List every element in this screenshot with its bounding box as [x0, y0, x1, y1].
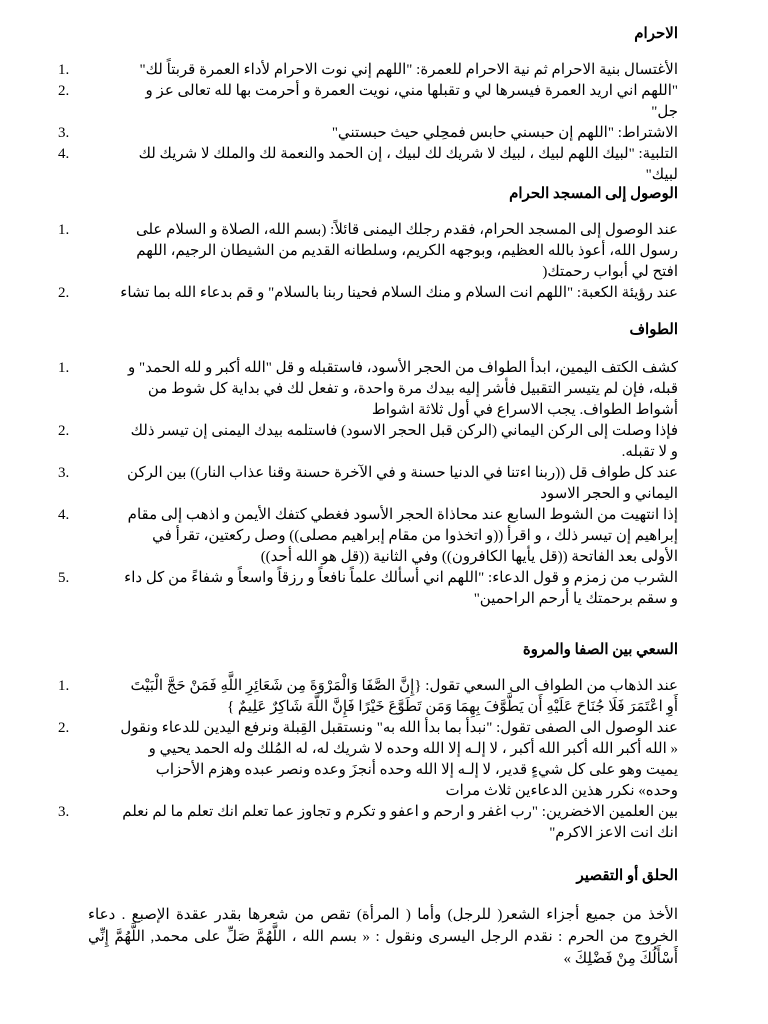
list-text: عند الوصول إلى المسجد الحرام، فقدم رجلك اليمنى قائلاً: (بسم الله، الصلاة و السلام على رسول الله، أعوذ بالله العظيم، وبوجهه الكريم، وسلطانه القديم من الشيطان الرجيم، اللهم افتح لي أبواب رحمتك( [135, 222, 678, 280]
section-heading-arrival: الوصول إلى المسجد الحرام [509, 186, 678, 202]
list-text: "اللهم اني اريد العمرة فيسرها لي و تقبلها مني، نويت العمرة و أحرمت بها لله تعالى عز و جل" [145, 83, 678, 120]
list-number: 5. [58, 570, 70, 586]
arrival-list [40, 220, 678, 304]
list-item [40, 676, 678, 718]
section-heading-tawaf: الطواف [629, 322, 678, 338]
list-text: فإذا وصلت إلى الركن اليماني (الركن قبل الحجر الاسود) فاستلمه بيدك اليمنى إن تيسر ذلك و لا تقبله. [130, 423, 678, 460]
list-number: 3. [58, 465, 70, 481]
section-heading-sai: السعي بين الصفا والمروة [522, 642, 678, 658]
list-number: 1. [58, 62, 70, 78]
list-item [40, 81, 678, 123]
list-text: كشف الكتف اليمين، ابدأ الطواف من الحجر الأسود، فاستقبله و قل "الله أكبر و لله الحمد" و قبله، فإن لم يتيسر التقبيل فأشر إليه بيدك مرة واحدة، و تفعل لك في بداية كل شوط من أشواط الطواف. يجب الاسراع في أول ثلاثة اشواط [128, 360, 678, 418]
list-text: الاشتراط: "اللهم إن حبسني حابس فمحِلي حيث حبستني" [331, 125, 678, 141]
list-item [40, 220, 678, 283]
list-number: 1. [58, 360, 70, 376]
list-item [40, 144, 678, 186]
halq-paragraph: الأخذ من جميع أجزاء الشعر( للرجل) وأما ( المرأة) تقص من شعرها بقدر عقدة الإصبع . دعاء الخروج من الحرم : نقدم الرجل اليسرى ونقول : « بسم الله ، اللَّهُمَّ صَلِّ على محمد, اللَّهُمَّ إِنِّي أَسْأَلُكَ مِنْ فَضْلِكَ » [88, 907, 678, 967]
list-item [40, 283, 678, 304]
list-item [40, 505, 678, 568]
list-number: 2. [58, 285, 70, 301]
list-text: عند الوصول الى الصفى تقول: "نبدأ بما بدأ الله به" ونستقبل القِبلة ونرفع اليدين للدعاء ونقول « الله أكبر الله أكبر الله أكبر ، لا إلـه إلا الله وحده لا شريك له، له المُلك وله الحمد يحيي و يميت وهو على كل شيءٍ قدير، لا إلـه إلا الله وحده أنجزَ وعده ونصر عبده وهزم الأحزاب وحده» نكرر هذين الدعاءين ثلاث مرات [120, 720, 678, 799]
list-text: الشرب من زمزم و قول الدعاء: "اللهم اني أسألك علماً نافعاً و رزقاً واسعاً و شفاءً من كل داء و سقم برحمتك يا أرحم الراحمين" [124, 570, 678, 607]
list-item [40, 123, 678, 144]
list-number: 4. [58, 146, 70, 162]
list-number: 3. [58, 125, 70, 141]
list-number: 2. [58, 83, 70, 99]
list-item [40, 568, 678, 610]
list-item [40, 60, 678, 81]
list-number: 4. [58, 507, 70, 523]
list-text: عند رؤيئة الكعبة: "اللهم انت السلام و منك السلام فحينا ربنا بالسلام" و قم بدعاء الله بما تشاء [120, 285, 678, 301]
list-item [40, 802, 678, 844]
list-number: 3. [58, 804, 70, 820]
section-heading-halq: الحلق أو التقصير [576, 868, 678, 884]
list-text: عند كل طواف قل ((ربنا اءتنا في الدنيا حسنة و في الآخرة حسنة وقنا عذاب النار)) بين الركن اليماني و الحجر الاسود [127, 465, 678, 502]
list-item [40, 463, 678, 505]
sai-list [40, 676, 678, 844]
section-heading-ihram: الاحرام [634, 26, 678, 42]
list-item [40, 358, 678, 421]
list-text: التلبية: "لبيك اللهم لبيك ، لبيك لا شريك لك لبيك ، إن الحمد والنعمة لك والملك لا شريك لك لبيك" [138, 146, 678, 183]
list-number: 1. [58, 678, 70, 694]
list-text: عند الذهاب من الطواف الى السعي تقول: {إِنَّ الصَّفَا وَالْمَرْوَةَ مِن شَعَائِرِ اللَّهِ فَمَنْ حَجَّ الْبَيْتَ أَوِ اعْتَمَرَ فَلَا جُنَاحَ عَلَيْهِ أَن يَطَّوَّفَ بِهِمَا وَمَن تَطَوَّعَ خَيْرًا فَإِنَّ اللَّهَ شَاكِرٌ عَلِيمٌ } [130, 678, 678, 715]
ihram-list [40, 60, 678, 186]
list-text: بين العلمين الاخضرين: "رب اغفر و ارحم و اعفو و تكرم و تجاوز عما تعلم انك تعلم ما لم نعلم انك انت الاعز الاكرم" [122, 804, 678, 841]
list-item [40, 718, 678, 802]
list-number: 2. [58, 720, 70, 736]
list-item [40, 421, 678, 463]
list-number: 2. [58, 423, 70, 439]
list-number: 1. [58, 222, 70, 238]
list-text: الأغتسال بنية الاحرام ثم نية الاحرام للعمرة: "اللهم إني نوت الاحرام لأداء العمرة قربتاً لك" [139, 62, 678, 78]
tawaf-list [40, 358, 678, 610]
list-text: إذا انتهيت من الشوط السابع عند محاذاة الحجر الأسود فغطي كتفك الأيمن و اذهب إلى مقام إبراهيم إن تيسر ذلك ، و اقرأ ((و اتخذوا من مقام إبراهيم مصلى)) وصل ركعتين، تقرأ في الأولى بعد الفاتحة ((قل يأيها الكافرون)) وفي الثانية ((قل هو الله أحد)) [127, 507, 678, 565]
